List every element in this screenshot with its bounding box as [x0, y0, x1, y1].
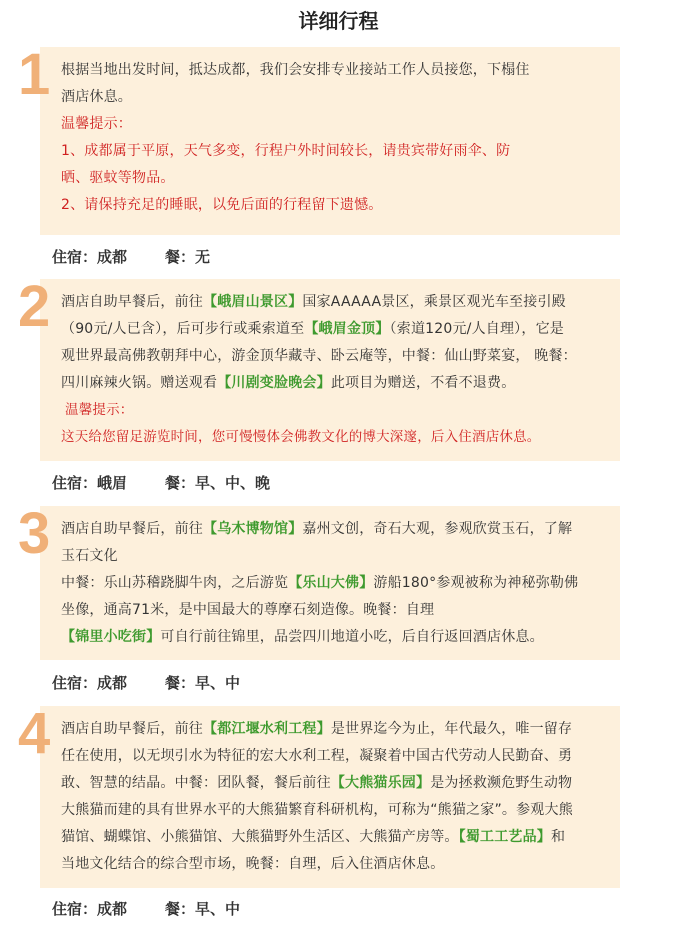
attraction-name: 【锦里小吃街】: [61, 629, 161, 645]
day-number-2: 2: [18, 274, 51, 339]
description-line: 任在使用，以无坝引水为特征的宏大水利工程，凝聚着中国古代劳动人民勤奋、勇: [61, 748, 573, 764]
attraction-name: 【都江堰水利工程】: [203, 721, 331, 737]
page-title: 详细行程: [298, 9, 379, 33]
day-2-description: [40, 279, 620, 461]
description-line: 当地文化结合的综合型市场，晚餐：自理，后入住酒店休息。: [61, 856, 445, 872]
accommodation: 住宿：峨眉: [52, 474, 128, 492]
tip-line: 晒、驱蚊等物品。: [61, 170, 175, 186]
day-3-description: [40, 506, 620, 660]
meals: 餐：早、中、晚: [165, 474, 271, 492]
description-line: 酒店休息。: [61, 89, 132, 105]
description-line: 坐像，通高71米，是中国最大的尊摩石刻造像。晚餐：自理: [61, 602, 435, 618]
description-line: 猫馆、蝴蝶馆、小熊猫馆、大熊猫野外生活区、大熊猫产房等。【蜀工工艺品】和: [61, 829, 566, 845]
description-line: 酒店自助早餐后，前往【峨眉山景区】国家AAAAA景区，乘景区观光车至接引殿: [61, 294, 566, 310]
day-3-section: [18, 501, 620, 660]
day-number-4: 4: [18, 701, 51, 766]
day-4-description: [40, 706, 620, 888]
description-line: 中餐：乐山苏稽跷脚牛肉，之后游览【乐山大佛】游船180°参观被称为神秘弥勒佛: [61, 575, 579, 591]
day-4-stay-meal: [52, 898, 240, 920]
description-line: 酒店自助早餐后，前往【乌木博物馆】嘉州文创，奇石大观，参观欣赏玉石，了解: [61, 521, 573, 537]
description-line: 根据当地出发时间，抵达成都，我们会安排专业接站工作人员接您，下榻住: [61, 62, 530, 78]
day-1-stay-meal: [52, 246, 210, 268]
meals: 餐：无: [165, 248, 211, 266]
description-line: 四川麻辣火锅。赠送观看【川剧变脸晚会】此项目为赠送，不看不退费。: [61, 375, 516, 391]
accommodation: 住宿：成都: [52, 900, 128, 918]
day-2-stay-meal: [52, 472, 270, 494]
description-line: 【锦里小吃街】可自行前往锦里，品尝四川地道小吃，后自行返回酒店休息。: [61, 629, 544, 645]
tip-line: 这天给您留足游览时间，您可慢慢体会佛教文化的博大深邃，后入住酒店休息。: [61, 429, 541, 445]
tip-line: 2、请保持充足的睡眠，以免后面的行程留下遗憾。: [61, 197, 383, 213]
description-line: 酒店自助早餐后，前往【都江堰水利工程】是世界迄今为止，年代最久，唯一留存: [61, 721, 573, 737]
attraction-name: 【乐山大佛】: [288, 575, 374, 591]
attraction-name: 【川剧变脸晚会】: [217, 375, 331, 391]
attraction-name: 【大熊猫乐园】: [330, 775, 431, 791]
day-3-stay-meal: [52, 672, 240, 694]
tip-line: 1、成都属于平原，天气多变，行程户外时间较长，请贵宾带好雨伞、防: [61, 143, 511, 159]
meals: 餐：早、中: [165, 674, 241, 692]
attraction-name: 【峨眉金顶】: [304, 321, 390, 337]
day-number-1: 1: [18, 42, 51, 107]
attraction-name: 【峨眉山景区】: [203, 294, 303, 310]
accommodation: 住宿：成都: [52, 248, 128, 266]
attraction-name: 【乌木博物馆】: [203, 521, 303, 537]
meals: 餐：早、中: [165, 900, 241, 918]
day-2-section: [18, 274, 620, 461]
description-line: 大熊猫而建的具有世界水平的大熊猫繁育科研机构，可称为“熊猫之家”。参观大熊: [61, 802, 573, 818]
day-1-description: [40, 47, 620, 235]
tip-label: 温馨提示：: [65, 402, 134, 418]
description-line: 敢、智慧的结晶。中餐：团队餐，餐后前往【大熊猫乐园】是为拯救濒危野生动物: [61, 775, 573, 791]
accommodation: 住宿：成都: [52, 674, 128, 692]
description-line: 玉石文化: [61, 548, 118, 564]
attraction-name: 【蜀工工艺品】: [458, 829, 552, 845]
day-number-3: 3: [18, 501, 51, 566]
day-1-section: [18, 42, 620, 235]
description-line: 观世界最高佛教朝拜中心，游金顶华藏寺、卧云庵等，中餐：仙山野菜宴， 晚餐：: [61, 348, 577, 364]
tip-label: 温馨提示：: [61, 116, 132, 132]
day-4-section: [18, 701, 620, 888]
description-line: （90元/人已含），后可步行或乘索道至【峨眉金顶】（索道120元/人自理），它是: [61, 321, 564, 337]
